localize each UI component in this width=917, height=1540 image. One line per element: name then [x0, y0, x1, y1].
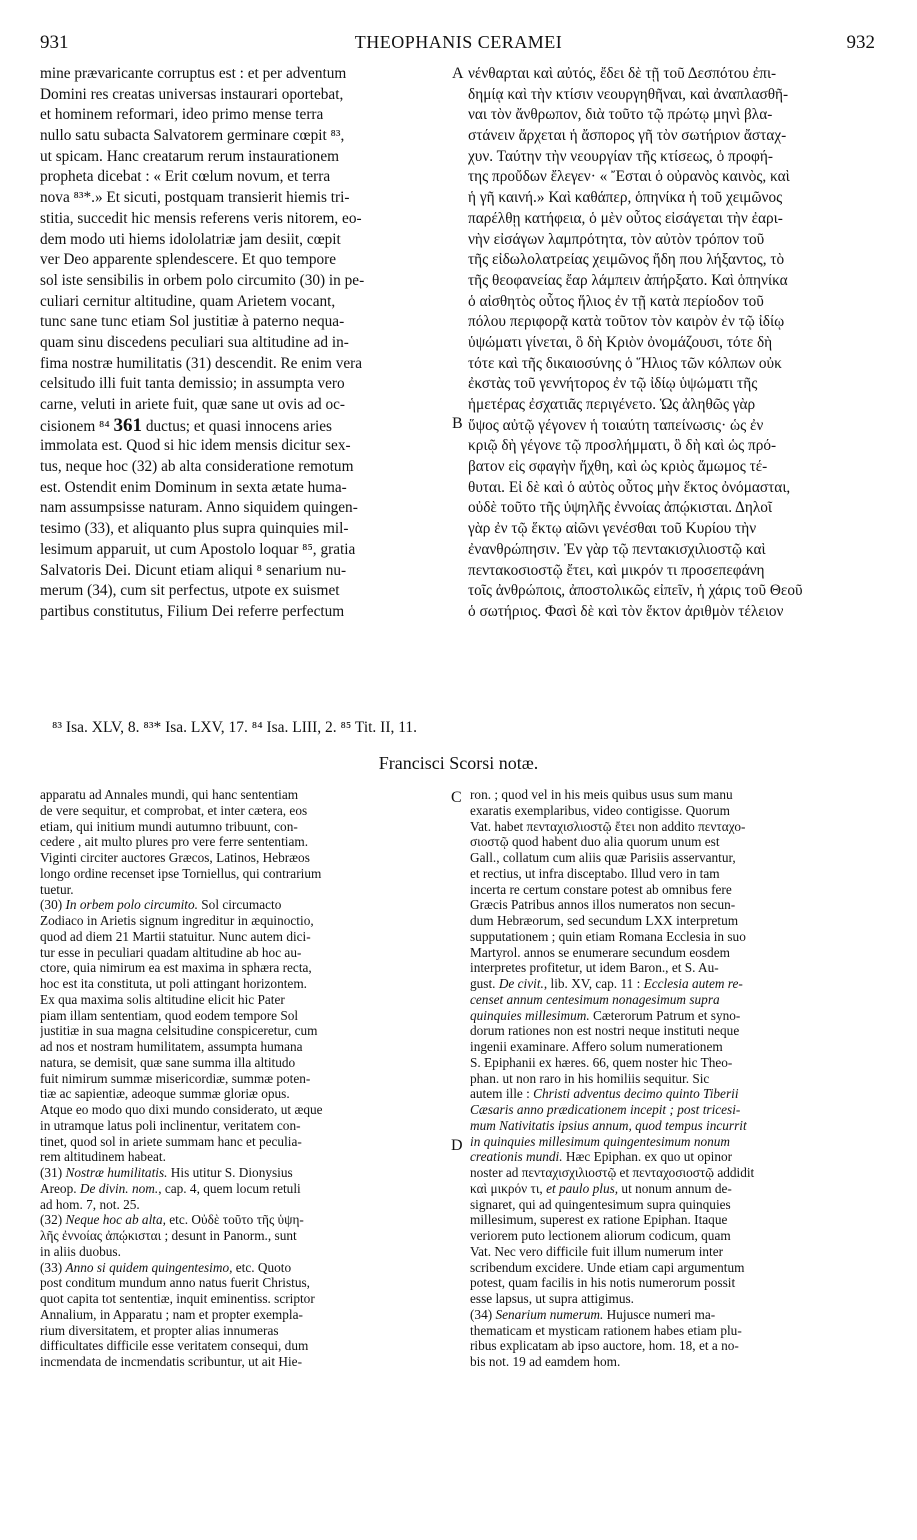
latin-line: lesimum apparuit, ut cum Apostolo loquar ⁸⁵, gratia [40, 540, 356, 558]
note-line: esse lapsus, ut supra attigimus. [470, 1291, 634, 1306]
note-line: Gall., collatum cum aliis quæ Parisiis asservantur, [470, 850, 736, 865]
note-line: incmendata de incmendatis scribuntur, ut ait Hie- [40, 1354, 302, 1369]
greek-line: θυται. Εἰ δὲ καὶ ὁ αὐτὸς οὗτος μὴν ἕκτος ὀνόμασται, [468, 478, 791, 496]
italic-citation: In orbem polo circumito. [65, 897, 198, 913]
note-line: phan. ut non raro in his homiliis sequitur. Sic [470, 1070, 710, 1086]
latin-line: nullo satu subacta Salvatorem germinare cœpit ⁸³, [40, 127, 345, 145]
latin-line: nova ⁸³*.» Et sicuti, postquam transierit hiemis tri- [40, 189, 350, 207]
notes-heading: Francisci Scorsi notæ. [378, 753, 539, 773]
note-line: Ex qua maxima solis altitudine elicit hic Pater [40, 991, 285, 1007]
note-line: dum Hebræorum, sed secundum LXX interpretum [470, 913, 739, 928]
latin-line: carne, veluti in ariete fuit, quæ sane ut ovis ad oc- [40, 396, 345, 413]
latin-line: cisionem ⁸⁴ 361 ductus; et quasi innocens aries [40, 415, 332, 436]
note-line: Vat. habet πενταχισλιοστῷ ἔτει non addito πενταχο- [470, 818, 746, 834]
italic-citation: De divin. nom. [79, 1180, 159, 1196]
greek-line: παρέλθῃ κατήφεια, ὁ μὲν οὗτος εἰσάγεται τὴν ἐαρι- [468, 209, 783, 227]
italic-citation: creationis mundi. [470, 1149, 563, 1165]
greek-line: πεντακοσιοστῷ ἔτει, καὶ μικρόν τι προσεπεφάνη [468, 561, 765, 579]
latin-line: Salvatoris Dei. Dicunt etiam aliqui ⁸ senarium nu- [40, 561, 347, 579]
latin-line: merum (34), cum sit perfectus, utpote ex suismet [40, 582, 340, 600]
page-number-right: 932 [846, 32, 875, 53]
page-number-left: 931 [40, 32, 69, 53]
note-line: rem altitudinem habeat. [40, 1149, 166, 1165]
greek-line: γὰρ ἐν τῷ ἕκτῳ αἰῶνι γενέσθαι τοῦ Κυρίου τὴν [468, 520, 757, 538]
latin-text-column [40, 64, 446, 623]
note-line: (33) Anno si quidem quingentesimo, etc. Quoto [40, 1259, 292, 1275]
italic-citation: mum Nativitatis ipsius annum, quod tempus incurrit [470, 1117, 747, 1133]
note-line: quod ad diem 21 Martii statuitur. Nunc autem dici- [40, 928, 311, 944]
greek-line: τῆς εἰδωλολατρείας χειμῶνος ἤδη που λήξαντος, τὸ [468, 251, 785, 269]
note-line: Martyrol. annos se enumerare secundum eosdem [470, 944, 730, 960]
latin-line: ut spicam. Hanc creatarum rerum instaurationem [40, 147, 340, 165]
note-line: justitiæ in sua magna celsitudine conspiceretur, cum [40, 1023, 318, 1039]
note-line: etiam, qui initium mundi autumno tribuunt, con- [40, 818, 298, 834]
note-line: (34) Senarium numerum. Hujusce numeri ma- [470, 1306, 716, 1322]
note-line: veriorem puto lectionem aliorum codicum, quam [470, 1228, 731, 1243]
latin-line: mine prævaricante corruptus est : et per adventum [40, 65, 347, 82]
greek-line: νένθαρται καὶ αὐτός, ἔδει δὲ τῇ τοῦ Δεσπότου ἐπι- [468, 65, 777, 82]
latin-line: dem modo uti hiems idololatriæ jam desiit, cœpit [40, 230, 341, 248]
note-line: rium diversitatem, et propter alias innumeras [40, 1322, 279, 1338]
note-line: gust. De civit., lib. XV, cap. 11 : Ecclesia autem re- [470, 976, 743, 991]
note-line: difficultates difficile esse veritatem consequi, dum [40, 1338, 309, 1354]
margin-marker-c: C [451, 789, 462, 806]
note-line: piam illam sententiam, quod eodem tempore Sol [40, 1007, 299, 1023]
latin-line: quam sinu discedens peculiari sua altitudine ad in- [40, 333, 349, 351]
note-line [470, 992, 880, 1008]
italic-citation: Senarium numerum. [495, 1306, 604, 1322]
greek-line: τῆς θεοφανείας ἔαρ λάμπειν ἀπήρξατο. Καὶ ὁπηνίκα [468, 271, 788, 289]
greek-line: ἡ γῆ καινή.» Καὶ καθάπερ, ὁπηνίκα ἡ τοῦ χειμῶνος [468, 189, 783, 207]
note-line: καὶ μικρόν τι, et paulo plus, ut nonum annum de- [470, 1180, 732, 1196]
greek-line: ὁ σωτήριος. Φασὶ δὲ καὶ τὸν ἕκτον ἀριθμὸν τέλειον [468, 602, 784, 620]
note-line: autem ille : Christi adventus decimo quinto Tiberii [470, 1086, 739, 1102]
note-line: dorum rationes non est nostri neque instituti neque [470, 1023, 740, 1039]
note-line: in aliis duobus. [40, 1243, 121, 1259]
note-line: potest, quam facilis in his notis numerorum possit [470, 1275, 736, 1291]
greek-line: στάνειν ἄρχεται ἡ ἄσπορος γῆ τὸν σωτήριον ἄσταχ- [468, 127, 787, 145]
note-line: supputationem ; quin etiam Romana Ecclesia in suo [470, 928, 746, 944]
note-line: thematicam et mysticam rationem habes etiam plu- [470, 1322, 742, 1338]
note-line: Græcis Patribus annos illos numeratos non secun- [470, 897, 736, 913]
greek-line: ναι τὸν ἄνθρωπον, διὰ τοῦτο τῷ πρώτῳ μηνὶ βλα- [468, 106, 773, 124]
latin-line: sol iste sensibilis in orbem polo circumito (30) in pe- [40, 271, 365, 289]
latin-line: immolata est. Quod si hic idem mensis dicitur sex- [40, 437, 351, 455]
note-line: bis not. 19 ad eamdem hom. [470, 1354, 621, 1369]
note-line: creationis mundi. Hæc Epiphan. ex quo ut opinor [470, 1149, 733, 1165]
greek-line: ἐκστὰς τοῦ γεννήτορος ἐν τῷ ἰδίῳ ὑψώματι τῆς [468, 375, 758, 393]
note-line: Atque eo modo quo dixi mundo considerato, ut æque [40, 1102, 323, 1117]
latin-line: propheta dicebat : « Erit cœlum novum, et terra [40, 168, 331, 186]
italic-citation: Cæsaris anno prædicationem incepit ; post tricesi- [470, 1102, 741, 1117]
note-line: millesimum, superest ex ratione Epiphan. Itaque [470, 1212, 728, 1228]
greek-line: νὴν εἰσάγων λαμπρότητα, τὸν αὐτὸν τρόπον τοῦ [468, 230, 765, 248]
latin-line: partibus constitutus, Filium Dei referre perfectum [40, 602, 345, 620]
note-line: in utramque latus poli inclinentur, veritatem con- [40, 1117, 301, 1133]
note-line [470, 1102, 880, 1118]
notes-column-right [470, 787, 880, 1370]
latin-line: culiari cernitur altitudine, quam Arietem vocant, [40, 292, 336, 310]
greek-line: τοῖς ἀνθρώποις, ἀποστολικῶς εἰπεῖν, ἡ χάρις τοῦ Θεοῦ [468, 582, 803, 600]
greek-line: ἡμετέρας ἐσχατιᾶς περιγένετο. Ὡς ἀληθῶς γὰρ [468, 396, 756, 413]
note-line: tuetur. [40, 881, 74, 897]
note-line: quot capita tot sententiæ, inquit eminentiss. scriptor [40, 1291, 315, 1306]
note-line: ribus explicatam ab ipso auctore, hom. 18, et a no- [470, 1338, 739, 1354]
italic-citation: Ecclesia autem re- [643, 976, 743, 991]
note-line: ctore, quia nimirum ea est maxima in sphæra recta, [40, 960, 312, 976]
greek-line: οὐδὲ τοῦτο τῆς ὑψηλῆς ἐννοίας ἀπῴκισται. Δηλοῖ [468, 499, 773, 517]
column-number-marker: 361 [113, 415, 143, 436]
italic-citation: Neque hoc ab alta, [65, 1212, 166, 1228]
italic-citation: Christi adventus decimo quinto Tiberii [533, 1086, 739, 1102]
latin-line: tus, neque hoc (32) ab alta consideratione remotum [40, 458, 354, 476]
italic-citation: De civit. [498, 976, 544, 991]
italic-citation: Anno si quidem quingentesimo, [65, 1259, 233, 1275]
note-line: S. Epiphanii ex hæres. 66, quem noster hic Theo- [470, 1054, 733, 1070]
note-line: λῆς ἐννοίας ἀπῴκισται ; desunt in Panorm., sunt [40, 1228, 297, 1243]
latin-line: et hominem reformari, ideo primo mense terra [40, 106, 324, 124]
running-title: THEOPHANIS CERAMEI [354, 32, 563, 52]
note-line: Annalium, in Apparatu ; nam et propter exempla- [40, 1306, 303, 1322]
margin-marker-b: B [452, 415, 463, 432]
latin-line: ver Deo apparente splendescere. Et quo tempore [40, 251, 337, 269]
italic-citation: Nostræ humilitatis. [65, 1165, 168, 1180]
note-line: tiæ ac sapientiæ, adeoque summæ gloriæ opus. [40, 1086, 290, 1102]
greek-line: ὑψώματι γίνεται, ὃ δὴ Κριὸν ὀνομάζουσι, τότε δὴ [468, 333, 773, 351]
latin-line: tesimo (33), et aliquanto plus supra quinquies mil- [40, 520, 349, 538]
note-line: post conditum mundum anno natus fuerit Christus, [40, 1275, 310, 1291]
latin-line: stitia, succedit hic mensis referens veris nitorem, eo- [40, 209, 362, 227]
greek-line: κριῷ δὴ γέγονε τῷ προσλήμματι, ὃ δὴ καὶ ὡς πρό- [468, 437, 777, 455]
note-line: tinet, quod sol in ariete summam hanc et peculia- [40, 1133, 302, 1149]
notes-column-left [40, 787, 447, 1370]
italic-citation: in quinquies millesimum quingentesimum nonum [470, 1133, 731, 1149]
margin-marker-d: D [451, 1137, 463, 1154]
note-line: (30) In orbem polo circumito. Sol circumacto [40, 897, 282, 913]
note-line: ron. ; quod vel in his meis quibus usus sum manu [470, 787, 733, 802]
latin-line: tunc sane tunc etiam Sol justitiæ à paterno nequa- [40, 313, 345, 331]
note-line: scribendum excidere. Unde etiam capi argumentum [470, 1259, 745, 1275]
note-line: de vere sequitur, et comprobat, et inter cætera, eos [40, 802, 308, 818]
greek-line: βατον εἰς σφαγὴν ἤχθη, καὶ ὡς κριὸς ἄμωμος τέ- [468, 458, 768, 476]
note-line: ad nos et nostram humilitatem, assumpta humana [40, 1039, 303, 1054]
note-line: (32) Neque hoc ab alta, etc. Οὐδὲ τοῦτο τῆς ὑψη- [40, 1212, 304, 1228]
page-header [0, 32, 917, 58]
greek-line: ἐνανθρώπησιν. Ἐν γὰρ τῷ πεντακισχιλιοστῷ καὶ [468, 540, 766, 558]
note-line: Viginti circiter auctores Græcos, Latinos, Hebræos [40, 850, 310, 865]
note-line: hoc est ita constituta, ut poli attingant horizontem. [40, 976, 307, 991]
note-line: natura, se demisit, quæ sane summa illa altitudo [40, 1054, 296, 1070]
latin-line: fima nostræ humilitatis (31) descendit. Re enim vera [40, 354, 363, 372]
latin-line: est. Ostendit enim Dominum in sexta ætate huma- [40, 478, 347, 496]
footnotes: ⁸³ Isa. XLV, 8. ⁸³* Isa. LXV, 17. ⁸⁴ Isa. LIII, 2. ⁸⁵ Tit. II, 11. [52, 719, 418, 736]
note-line: incerta re certum constare potest ab omnibus fere [470, 881, 732, 897]
note-line: tur esse in peculiari quadam altitudine ab hoc au- [40, 944, 302, 960]
greek-text-column [468, 64, 878, 623]
note-line [470, 1134, 880, 1150]
italic-citation: quinquies millesimum. [470, 1007, 590, 1023]
note-line: Vat. Nec vero difficile fuit illum numerum inter [470, 1243, 724, 1259]
latin-line: celsitudo illi fuit tanta demissio; in assumpta vero [40, 375, 345, 393]
note-line: ingenii examinare. Affero solum numerationem [470, 1039, 723, 1054]
note-line: ad hom. 7, not. 25. [40, 1196, 140, 1212]
greek-line: δημίᾳ καὶ τὴν κτίσιν νεουργηθῆναι, καὶ ἀναπλασθῆ- [468, 85, 789, 103]
note-line: longo ordine recenset ipse Torniellus, qui contrarium [40, 865, 322, 881]
note-line: quinquies millesimum. Cæterorum Patrum et syno- [470, 1007, 741, 1023]
italic-citation: censet annum centesimum nonagesimum supra [470, 991, 720, 1007]
greek-line: ὁ αἰσθητὸς οὗτος ἥλιος ἐν τῇ κατὰ περίοδον τοῦ [468, 292, 764, 310]
note-line: apparatu ad Annales mundi, qui hanc sententiam [40, 787, 299, 802]
note-line: interpretes profitetur, ut idem Baron., et S. Au- [470, 960, 719, 976]
note-line [470, 1118, 880, 1134]
note-line: σιοστῷ quod habent duo alia quorum unum est [470, 834, 720, 850]
note-line: cedere , ait multo plures pro vere ferre sententiam. [40, 834, 309, 850]
note-line: exaratis exemplaribus, video contigisse. Quorum [470, 802, 730, 818]
note-line: Zodiaco in Arietis signum ingreditur in æquinoctio, [40, 913, 314, 928]
note-line: Areop. De divin. nom., cap. 4, quem locum retuli [40, 1180, 301, 1196]
italic-citation: et paulo plus, [546, 1180, 619, 1196]
latin-line: Domini res creatas universas instaurari oportebat, [40, 85, 344, 103]
note-line: signaret, qui ad quingentesimum supra quinquies [470, 1196, 731, 1212]
greek-line: της προὔδων ἔλεγεν· « Ἔσται ὁ οὐρανὸς καινὸς, καὶ [468, 168, 790, 186]
greek-line: τότε καὶ τῆς δικαιοσύνης ὁ Ἥλιος τῶν κόλπων οὐκ [468, 354, 782, 372]
margin-marker-a: A [452, 65, 464, 82]
greek-line: ὕψος αὐτῷ γέγονεν ἡ τοιαύτη ταπείνωσις· ὡς ἐν [468, 416, 764, 434]
note-line: noster ad πενταχισχιλιοστῷ et πενταχοσιοστῷ addidit [470, 1165, 755, 1180]
latin-line: nam assumpsisse naturam. Anno siquidem quingen- [40, 499, 358, 517]
greek-line: χυν. Ταύτην τὴν νεουργίαν τῆς κτίσεως, ὁ προφή- [468, 147, 773, 165]
note-line: fuit nimirum summæ misericordiæ, summæ poten- [40, 1070, 311, 1086]
greek-line: πόλου περιφορᾷ κατὰ τοῦτον τὸν καιρὸν ἐν τῷ ἰδίῳ [468, 313, 785, 331]
note-line: et rectius, ut infra disceptabo. Illud vero in tam [470, 865, 720, 881]
note-line: (31) Nostræ humilitatis. His utitur S. Dionysius [40, 1165, 293, 1180]
